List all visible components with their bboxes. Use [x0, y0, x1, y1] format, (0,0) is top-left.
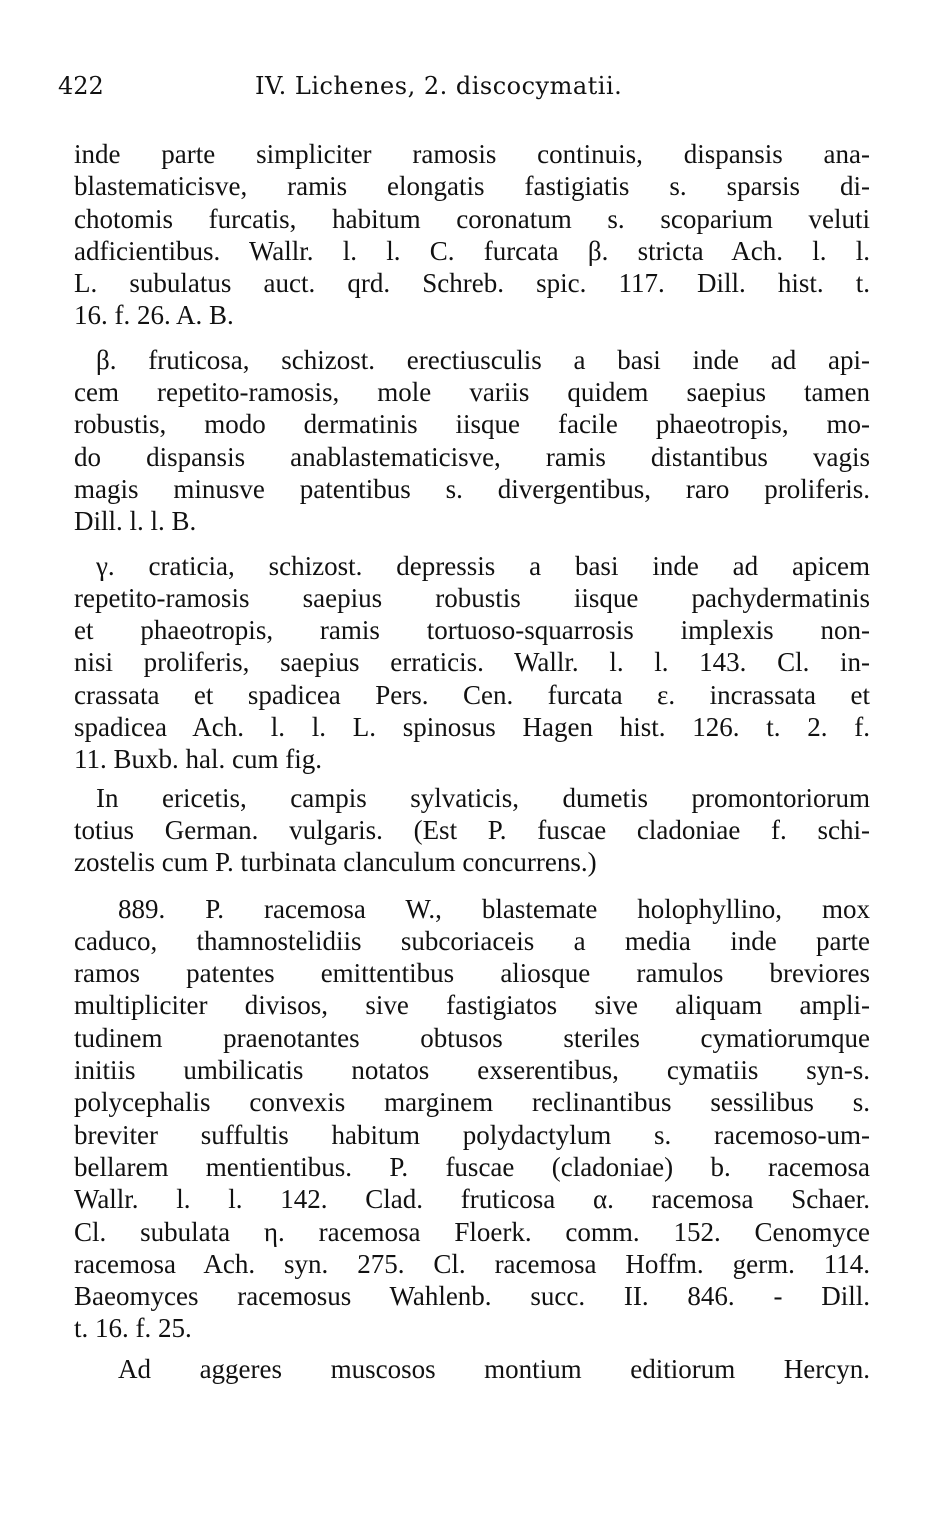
text-line: multipliciter divisos, sive fastigiatos sive aliquam ampli-: [74, 990, 870, 1021]
text-line: breviter suffultis habitum polydactylum s. racemoso-um-: [74, 1119, 870, 1150]
text-line: In ericetis, campis sylvaticis, dumetis promontoriorum: [96, 782, 870, 813]
text-line: Cl. subulata η. racemosa Floerk. comm. 152. Cenomyce: [74, 1216, 870, 1247]
text-line: blastematicisve, ramis elongatis fastigiatis s. sparsis di-: [74, 171, 870, 202]
text-line: caduco, thamnostelidiis subcoriaceis a media inde parte: [74, 925, 870, 956]
text-line: L. subulatus auct. qrd. Schreb. spic. 117. Dill. hist. t.: [74, 268, 870, 299]
text-line: racemosa Ach. syn. 275. Cl. racemosa Hoffm. germ. 114.: [74, 1248, 870, 1279]
text-line: 11. Buxb. hal. cum fig.: [74, 744, 322, 775]
text-line: cem repetito-ramosis, mole variis quidem saepius tamen: [74, 377, 870, 408]
text-line: Wallr. l. l. 142. Clad. fruticosa α. racemosa Schaer.: [74, 1184, 870, 1215]
page-number: 422: [58, 72, 104, 100]
text-line: repetito-ramosis saepius robustis iisque pachydermatinis: [74, 582, 870, 613]
text-line: Baeomyces racemosus Wahlenb. succ. II. 846. - Dill.: [74, 1281, 870, 1312]
page-header: [58, 72, 868, 108]
text-line: adficientibus. Wallr. l. l. C. furcata β. stricta Ach. l. l.: [74, 235, 870, 266]
text-line: et phaeotropis, ramis tortuoso-squarrosis implexis non-: [74, 615, 870, 646]
paragraph-fruticosa: [74, 344, 870, 376]
text-line: 16. f. 26. A. B.: [74, 300, 234, 331]
text-line: Dill. l. l. B.: [74, 506, 197, 537]
text-line: robustis, modo dermatinis iisque facile phaeotropis, mo-: [74, 409, 870, 440]
text-line: spadicea Ach. l. l. L. spinosus Hagen hist. 126. t. 2. f.: [74, 712, 870, 743]
text-line: inde parte simpliciter ramosis continuis, dispansis ana-: [74, 139, 870, 169]
text-line: t. 16. f. 25.: [74, 1313, 192, 1344]
text-line: 889. P. racemosa W., blastemate holophyllino, mox: [118, 893, 870, 924]
text-line: nisi proliferis, saepius erraticis. Wallr. l. l. 143. Cl. in-: [74, 647, 870, 678]
text-line: initiis umbilicatis notatos exserentibus, cymatiis syn-s.: [74, 1055, 870, 1086]
page-body: [74, 138, 870, 1385]
text-line: ramos patentes emittentibus aliosque ramulos breviores: [74, 958, 870, 989]
text-line: chotomis furcatis, habitum coronatum s. scoparium veluti: [74, 203, 870, 234]
paragraph-craticia: [74, 550, 870, 582]
paragraph-habitat: [74, 782, 870, 879]
text-line: do dispansis anablastematicisve, ramis distantibus vagis: [74, 441, 870, 472]
text-line: polycephalis convexis marginem reclinantibus sessilibus s.: [74, 1087, 870, 1118]
text-line: magis minusve patentibus s. divergentibus, raro proliferis.: [74, 473, 870, 504]
text-line: crassata et spadicea Pers. Cen. furcata ε. incrassata et: [74, 679, 870, 710]
paragraph-racemosa: [74, 893, 870, 1345]
text-line: tudinem praenotantes obtusos steriles cymatiorumque: [74, 1022, 870, 1053]
paragraph-furcata-stricta: [74, 138, 870, 332]
paragraph-racemosa-habitat: [74, 1353, 870, 1385]
text-line: γ. craticia, schizost. depressis a basi inde ad apicem: [96, 550, 870, 581]
paragraph-fruticosa-cont: [74, 376, 870, 537]
text-line: totius German. vulgaris. (Est P. fuscae cladoniae f. schi-: [74, 814, 870, 845]
text-line: zostelis cum P. turbinata clanculum concurrens.): [74, 847, 597, 878]
text-line: bellarem mentientibus. P. fuscae (cladoniae) b. racemosa: [74, 1151, 870, 1182]
text-line: β. fruticosa, schizost. erectiusculis a basi inde ad api-: [96, 344, 870, 375]
running-title: IV. Lichenes, 2. discocymatii.: [255, 72, 623, 100]
text-line: Ad aggeres muscosos montium editiorum Hercyn.: [118, 1353, 870, 1384]
paragraph-craticia-cont: [74, 582, 870, 776]
